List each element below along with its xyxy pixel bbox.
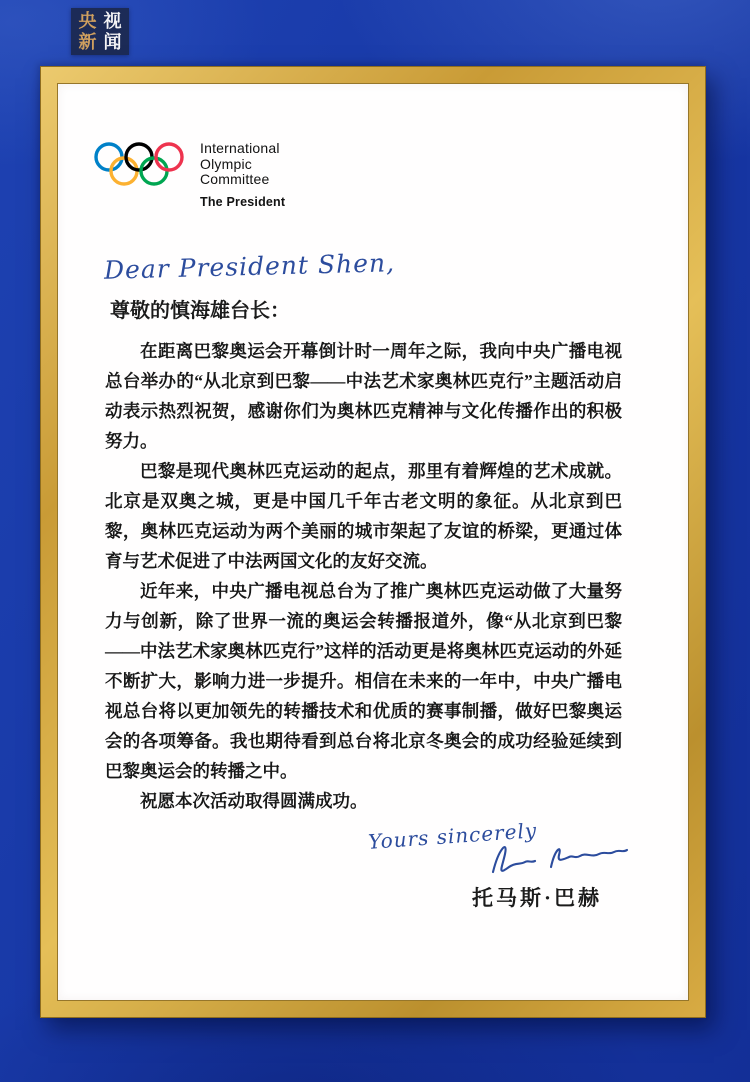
signature-name-chinese: 托马斯·巴赫 bbox=[472, 886, 603, 910]
letter-paragraph: 巴黎是现代奥林匹克运动的起点，那里有着辉煌的艺术成就。北京是双奥之城，更是中国几千年古老文明的象征。从北京到巴黎，奥林匹克运动为两个美丽的城市架起了友谊的桥梁，更通过体育与艺术促进了中法两国文化的友好交流。 bbox=[105, 461, 622, 571]
cctv-logo-char: 视 bbox=[103, 11, 122, 32]
letter-frame bbox=[40, 66, 706, 1018]
letter-body bbox=[105, 336, 622, 816]
letter-paragraph: 近年来，中央广播电视总台为了推广奥林匹克运动做了大量努力与创新，除了世界一流的奥运会转播报道外，像“从北京到巴黎——中法艺术家奥林匹克行”这样的活动更是将奥林匹克运动的外延不断扩大，影响力进一步提升。相信在未来的一年中，中央广播电视总台将以更加领先的转播技术和优质的赛事制播，做好巴黎奥运会的各项筹备。我也期待看到总台将北京冬奥会的成功经验延续到巴黎奥运会的转播之中。 bbox=[105, 581, 622, 781]
cctv-logo-char: 闻 bbox=[103, 31, 122, 52]
letterhead-text bbox=[200, 141, 285, 209]
letter-paragraph: 在距离巴黎奥运会开幕倒计时一周年之际，我向中央广播电视总台举办的“从北京到巴黎——中法艺术家奥林匹克行”主题活动启动表示热烈祝贺，感谢你们为奥林匹克精神与文化传播作出的积极努力。 bbox=[105, 341, 622, 451]
salutation-chinese: 尊敬的慎海雄台长： bbox=[110, 300, 290, 322]
handwritten-salutation: Dear President Shen, bbox=[103, 248, 396, 285]
cctv-logo-char: 央 bbox=[78, 11, 97, 32]
letter-paragraph: 祝愿本次活动取得圆满成功。 bbox=[140, 791, 368, 811]
thomas-bach-signature bbox=[483, 836, 635, 884]
letter-paper bbox=[58, 84, 688, 1000]
olympic-rings-icon bbox=[94, 142, 184, 188]
cctv-news-logo bbox=[71, 8, 129, 55]
handwritten-closing: Yours sincerely bbox=[367, 818, 538, 854]
org-name-line: International bbox=[200, 140, 280, 156]
cctv-logo-char: 新 bbox=[78, 31, 97, 52]
org-name-line: Committee bbox=[200, 171, 270, 187]
org-name-line: Olympic bbox=[200, 155, 252, 172]
president-title: The President bbox=[200, 194, 286, 209]
